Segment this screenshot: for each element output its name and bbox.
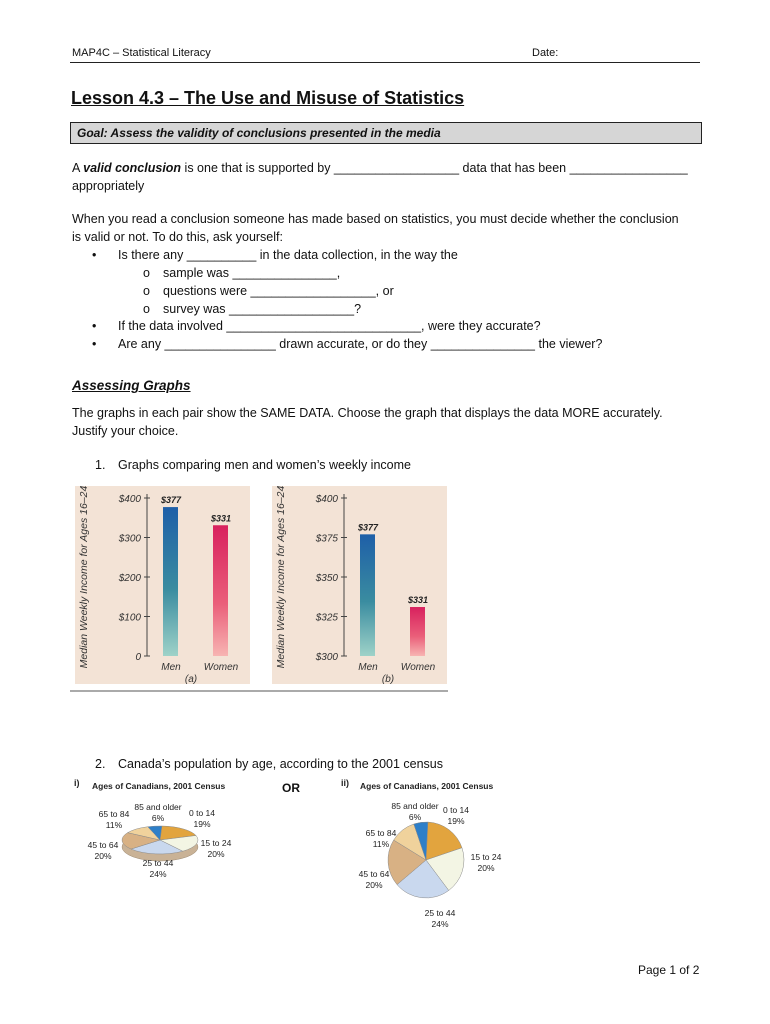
slice-label: 25 to 44 [424,908,456,918]
slice-pct: 20% [365,880,383,890]
slice-pct: 20% [94,851,112,861]
slice-label: 85 and older [134,802,182,812]
definition-rest: is one that is supported by __________________ data that has been _________________ [181,161,688,175]
slice-pct: 11% [105,820,123,830]
pie-title: Ages of Canadians, 2001 Census [92,781,226,791]
chart-label: (b) [381,674,395,685]
pie-charts-figure [70,776,510,936]
bar-men [360,534,375,656]
pie-marker: i) [74,778,80,788]
sub-bullet-icon: o [143,302,150,316]
bullet-icon: • [92,337,97,351]
course-header: MAP4C – Statistical Literacy [72,47,211,59]
intro-line2: is valid or not. To do this, ask yourself: [72,230,283,244]
date-label: Date: [532,47,559,59]
slice-label: 25 to 44 [142,858,174,868]
value-label: $331 [210,513,232,524]
slice-label: 45 to 64 [87,840,119,850]
definition-term: valid conclusion [83,161,182,175]
question-survey: survey was __________________? [163,302,362,316]
page-title: Lesson 4.3 – The Use and Misuse of Statistics [71,88,465,108]
slice-label: 65 to 84 [98,809,130,819]
category-label: Men [161,662,181,673]
y-tick-label: 0 [135,652,141,663]
slice-pct: 24% [149,869,167,879]
y-tick-label: $350 [315,573,338,584]
value-label: $377 [160,495,182,506]
pie-title: Ages of Canadians, 2001 Census [360,781,494,791]
definition-prefix: A [72,161,84,175]
item1-text: Graphs comparing men and women’s weekly income [118,458,411,472]
question-questions: questions were __________________, or [163,284,394,298]
slice-pct: 6% [408,812,422,822]
value-label: $377 [357,522,379,533]
header-rule [70,62,700,63]
slice-label: 45 to 64 [358,869,390,879]
question-conclusions: Are any ________________ drawn accurate, or do they _______________ the viewer? [118,337,603,351]
y-tick-label: $400 [118,494,141,505]
or-label: OR [282,781,300,795]
slice-pct: 6% [151,813,165,823]
value-label: $331 [407,595,429,606]
bullet-icon: • [92,319,97,333]
bar-men [163,507,178,656]
category-label: Women [400,662,436,673]
bar-charts-figure [70,486,448,692]
y-tick-label: $100 [118,612,141,624]
slice-pct: 20% [477,863,495,873]
category-label: Women [203,662,239,673]
slice-pct: 19% [193,819,211,829]
slice-label: 0 to 14 [443,805,469,815]
page-number: Page 1 of 2 [638,963,700,977]
y-tick-label: $300 [315,652,338,663]
y-tick-label: $400 [315,494,338,505]
item2-number: 2. [95,757,106,771]
slice-pct: 19% [447,816,465,826]
goal-box [70,122,702,144]
y-tick-label: $300 [118,533,141,545]
slice-pct: 11% [372,839,390,849]
definition-line2: appropriately [72,179,145,193]
chart-label: (a) [184,674,198,685]
y-axis-label: Median Weekly Income for Ages 16–24 [78,486,90,669]
bar-women [410,607,425,656]
sub-bullet-icon: o [143,266,150,280]
slice-label: 15 to 24 [200,838,232,848]
slice-label: 15 to 24 [470,852,502,862]
definition [72,159,688,177]
pie-chart-i [74,778,232,879]
y-tick-label: $325 [315,612,338,624]
item2-text: Canada’s population by age, according to the 2001 census [118,757,444,771]
y-axis-label: Median Weekly Income for Ages 16–24 [275,486,287,669]
slice-pct: 20% [207,849,225,859]
bar-chart-b [272,486,447,685]
pie-chart-ii [341,778,502,929]
slice-label: 0 to 14 [189,808,215,818]
bullet-icon: • [92,248,97,262]
item1-number: 1. [95,458,106,472]
slice-pct: 24% [431,919,449,929]
question-data: If the data involved ____________________________, were they accurate? [118,319,541,333]
sub-bullet-icon: o [143,284,150,298]
question-bias: Is there any __________ in the data collection, in the way the [118,248,458,262]
y-tick-label: $375 [315,533,338,545]
y-tick-label: $200 [118,573,141,584]
bar-women [213,525,228,656]
intro-line1: When you read a conclusion someone has made based on statistics, you must decide whether the conclusion [72,212,679,226]
goal-text: Goal: Assess the validity of conclusions presented in the media [77,126,441,140]
assessing-line2: Justify your choice. [72,424,179,438]
pie-marker: ii) [341,778,349,788]
bar-chart-a [75,486,250,685]
slice-label: 85 and older [391,801,439,811]
question-sample: sample was _______________, [163,266,341,280]
category-label: Men [358,662,378,673]
slice-label: 65 to 84 [365,828,397,838]
section-heading: Assessing Graphs [72,378,191,393]
assessing-line1: The graphs in each pair show the SAME DATA. Choose the graph that displays the data MORE accurately. [72,406,663,420]
